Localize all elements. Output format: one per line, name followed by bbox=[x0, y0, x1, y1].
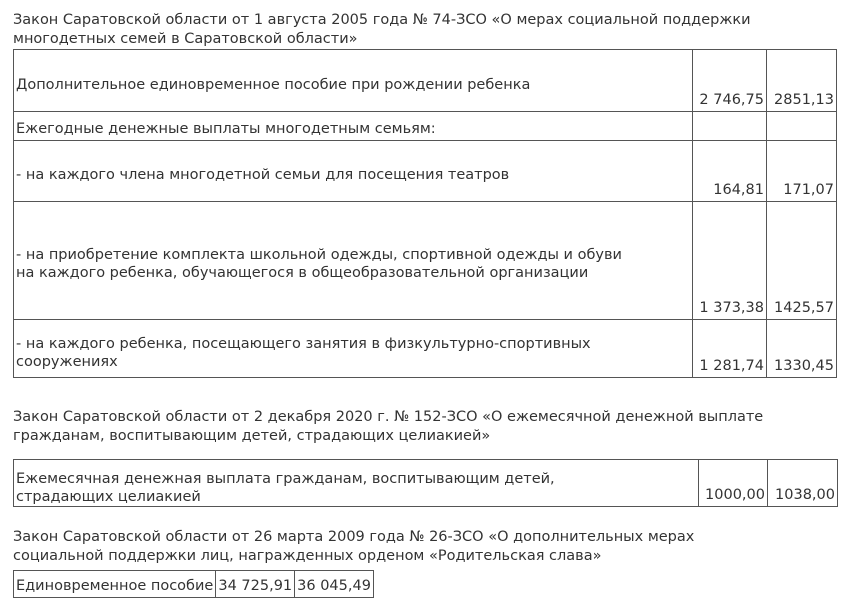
law-74-heading bbox=[13, 11, 751, 49]
row-value-2 bbox=[767, 112, 837, 141]
row-value-2: 1425,57 bbox=[767, 202, 837, 320]
table-row bbox=[14, 202, 837, 320]
law-26-heading-line2: социальной поддержки лиц, награжденных орденом «Родительская слава» bbox=[13, 548, 602, 564]
row-label-line1: Ежемесячная денежная выплата гражданам, воспитывающим детей, bbox=[16, 471, 555, 487]
row-value-1: 1 281,74 bbox=[693, 320, 767, 378]
law-74-heading-line1: Закон Саратовской области от 1 августа 2005 года № 74-ЗСО «О мерах социальной поддержки bbox=[13, 12, 751, 28]
row-label-line1: - на каждого ребенка, посещающего занятия в физкультурно-спортивных bbox=[16, 336, 591, 352]
law-26-heading bbox=[13, 528, 694, 566]
row-value-2: 36 045,49 bbox=[295, 571, 374, 598]
row-label bbox=[14, 320, 693, 378]
table-row bbox=[14, 571, 374, 598]
row-label: Единовременное пособие bbox=[14, 571, 216, 598]
row-value-1: 34 725,91 bbox=[216, 571, 295, 598]
row-label: Ежегодные денежные выплаты многодетным семьям: bbox=[14, 112, 693, 141]
row-value-2: 171,07 bbox=[767, 141, 837, 202]
row-value-2: 2851,13 bbox=[767, 50, 837, 112]
law-152-heading bbox=[13, 408, 763, 446]
row-label bbox=[14, 202, 693, 320]
row-value-1: 2 746,75 bbox=[693, 50, 767, 112]
table-row bbox=[14, 112, 837, 141]
table-row bbox=[14, 460, 838, 507]
table-row bbox=[14, 141, 837, 202]
row-value-2: 1330,45 bbox=[767, 320, 837, 378]
law-152-table bbox=[13, 459, 838, 507]
row-label: Дополнительное единовременное пособие при рождении ребенка bbox=[14, 50, 693, 112]
table-row bbox=[14, 320, 837, 378]
row-label-line2: страдающих целиакией bbox=[16, 489, 201, 505]
law-74-heading-line2: многодетных семей в Саратовской области» bbox=[13, 31, 358, 47]
law-152-heading-line1: Закон Саратовской области от 2 декабря 2020 г. № 152-ЗСО «О ежемесячной денежной выплате bbox=[13, 409, 764, 425]
law-26-table bbox=[13, 570, 374, 598]
law-152-heading-line2: гражданам, воспитывающим детей, страдающих целиакией» bbox=[13, 428, 491, 444]
row-value-1: 1 373,38 bbox=[693, 202, 767, 320]
row-label-line1: - на приобретение комплекта школьной одежды, спортивной одежды и обуви bbox=[16, 247, 622, 263]
row-label-line2: на каждого ребенка, обучающегося в общеобразовательной организации bbox=[16, 265, 589, 281]
row-value-1: 164,81 bbox=[693, 141, 767, 202]
row-value-2: 1038,00 bbox=[768, 460, 838, 507]
row-label: - на каждого члена многодетной семьи для посещения театров bbox=[14, 141, 693, 202]
row-label-line2: сооружениях bbox=[16, 354, 118, 370]
table-row bbox=[14, 50, 837, 112]
row-label bbox=[14, 460, 699, 507]
law-26-heading-line1: Закон Саратовской области от 26 марта 2009 года № 26-ЗСО «О дополнительных мерах bbox=[13, 529, 695, 545]
row-value-1: 1000,00 bbox=[699, 460, 768, 507]
row-value-1 bbox=[693, 112, 767, 141]
law-74-table bbox=[13, 49, 837, 378]
